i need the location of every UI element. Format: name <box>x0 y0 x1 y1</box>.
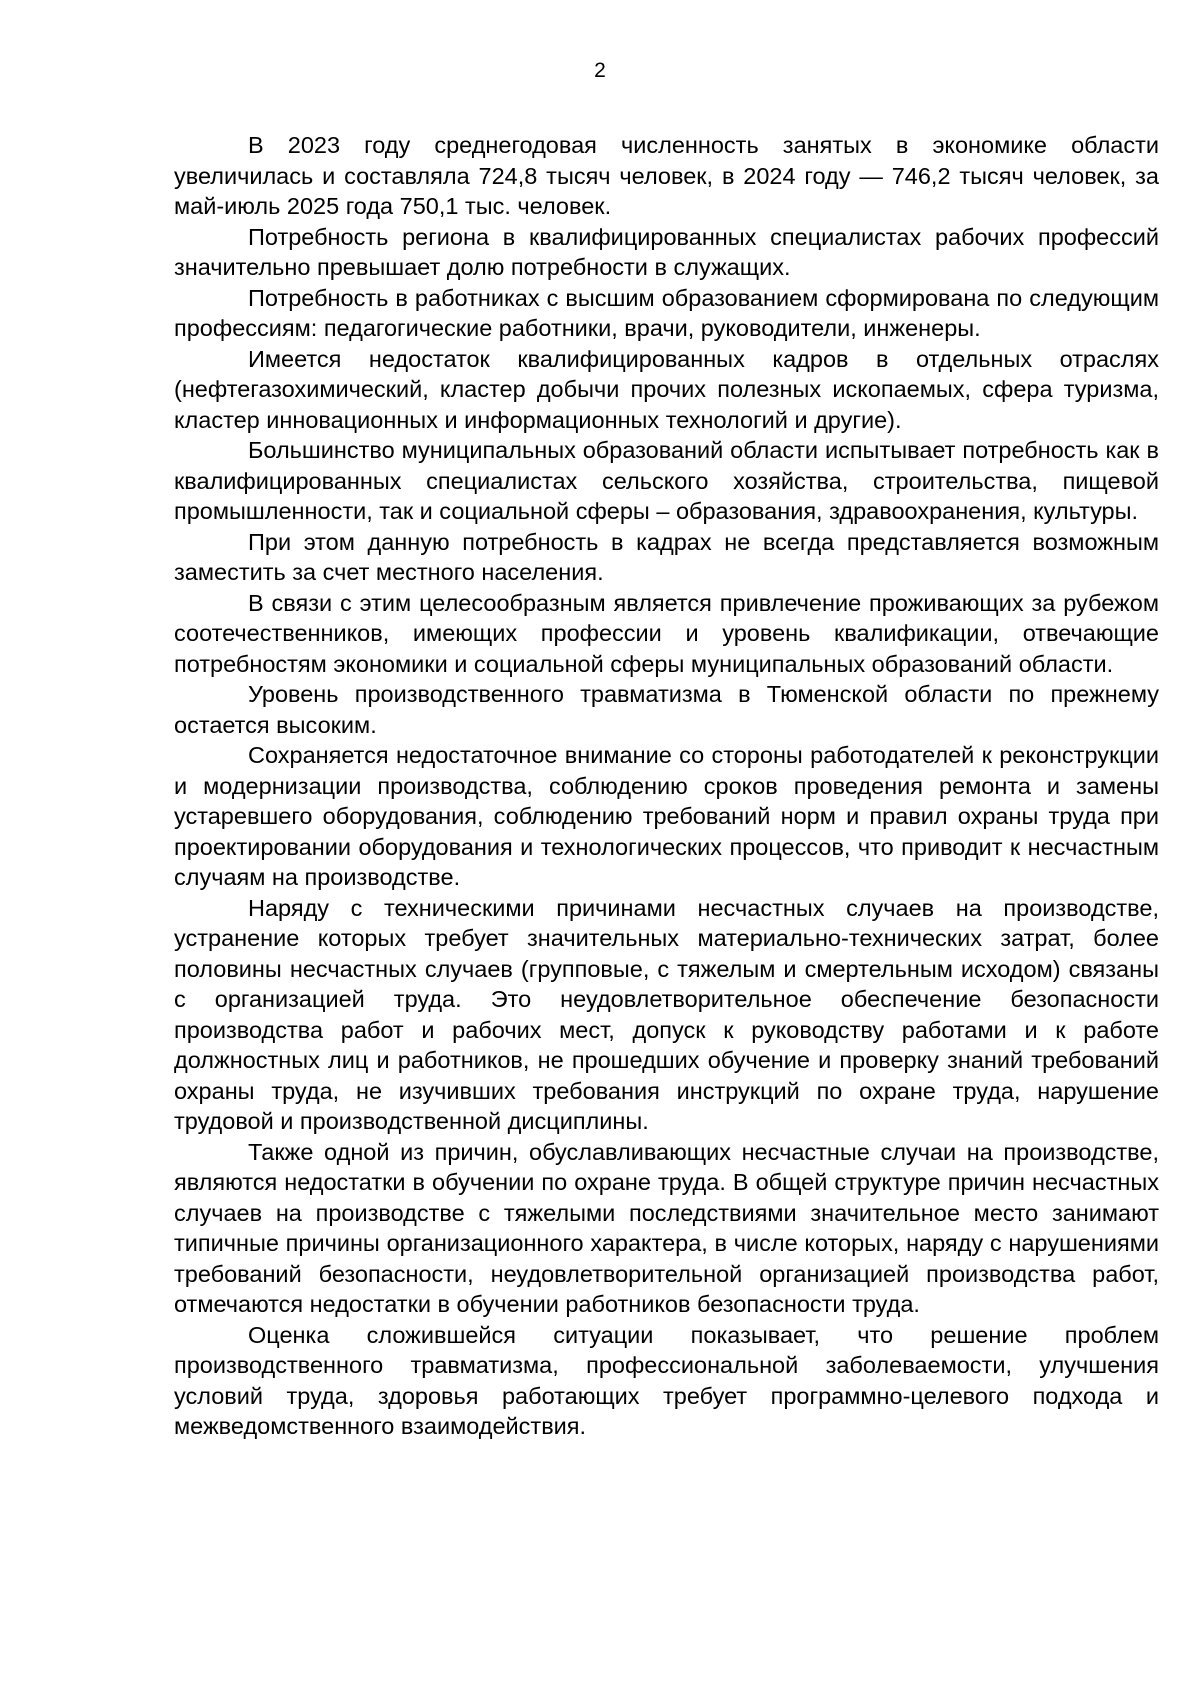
page-number: 2 <box>594 59 606 82</box>
paragraph: Оценка сложившейся ситуации показывает, что решение проблем производственного травматизма, профессиональной заболеваемости, улучшения условий труда, здоровья работающих требует программно-целевого подхода и межведомственного взаимодействия. <box>174 1321 1159 1439</box>
paragraph: В 2023 году среднегодовая численность занятых в экономике области увеличилась и составляла 724,8 тысяч человек, в 2024 году — 746,2 тысяч человек, за май-июль 2025 года 750,1 тыс. человек. <box>174 132 1159 219</box>
paragraph: Потребность региона в квалифицированных специалистах рабочих профессий значительно превышает долю потребности в служащих. <box>174 223 1159 280</box>
document-body <box>174 130 1159 1442</box>
paragraph: Наряду с техническими причинами несчастных случаев на производстве, устранение которых требует значительных материально-технических затрат, более половины несчастных случаев (групповые, с тяжелым и смертельным исходом) связаны с организацией труда. Это неудовлетворительное обеспечение безопасности производства работ и рабочих мест, допуск к руководству работами и к работе должностных лиц и работников, не прошедших обучение и проверку знаний требований охраны труда, не изучивших требования инструкций по охране труда, нарушение трудовой и производственной дисциплины. <box>174 894 1159 1134</box>
paragraph: Уровень производственного травматизма в Тюменской области по прежнему остается высоким. <box>174 681 1159 738</box>
paragraph: В связи с этим целесообразным является привлечение проживающих за рубежом соотечественников, имеющих профессии и уровень квалификации, отвечающие потребностям экономики и социальной сферы муниципальных образований области. <box>174 589 1159 677</box>
paragraph: Имеется недостаток квалифицированных кадров в отдельных отраслях (нефтегазохимический, кластер добычи прочих полезных ископаемых, сфера туризма, кластер инновационных и информационных технологий и другие). <box>174 345 1159 433</box>
paragraph: При этом данную потребность в кадрах не всегда представляется возможным заместить за счет местного населения. <box>174 528 1159 585</box>
paragraph: Также одной из причин, обуславливающих несчастные случаи на производстве, являются недостатки в обучении по охране труда. В общей структуре причин несчастных случаев на производстве с тяжелыми последствиями значительное место занимают типичные причины организационного характера, в числе которых, наряду с нарушениями требований безопасности, неудовлетворительной организацией производства работ, отмечаются недостатки в обучении работников безопасности труда. <box>174 1138 1159 1317</box>
paragraph: Сохраняется недостаточное внимание со стороны работодателей к реконструкции и модернизации производства, соблюдению сроков проведения ремонта и замены устаревшего оборудования, соблюдению требований норм и правил охраны труда при проектировании оборудования и технологических процессов, что приводит к несчастным случаям на производстве. <box>174 742 1159 890</box>
paragraph: Потребность в работниках с высшим образованием сформирована по следующим профессиям: педагогические работники, врачи, руководители, инженеры. <box>174 284 1159 341</box>
paragraph: Большинство муниципальных образований области испытывает потребность как в квалифицированных специалистах сельского хозяйства, строительства, пищевой промышленности, так и социальной сферы – образования, здравоохранения, культуры. <box>174 437 1159 524</box>
